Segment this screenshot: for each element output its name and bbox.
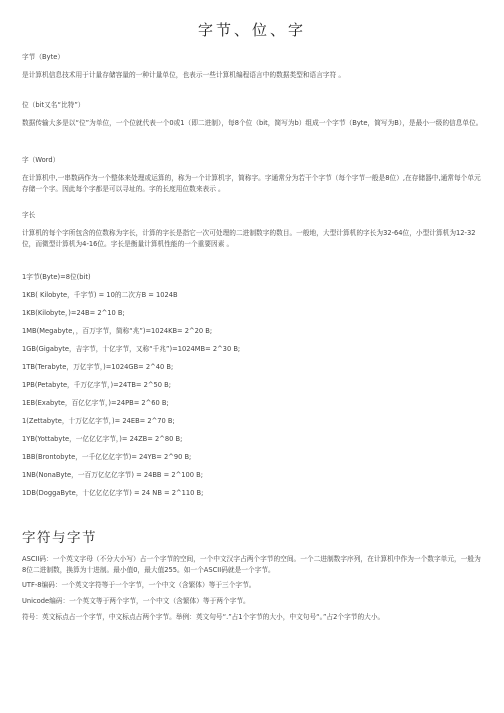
unit-line: 1KB( Kilobyte，千字节) = 10的二次方B = 1024B — [22, 291, 178, 299]
page-title: 字节、位、字 — [197, 21, 306, 39]
unit-line: 1KB(Kilobyte，)=24B= 2^10 B; — [22, 309, 125, 317]
bit-text: 数据传输大多是以“位”为单位，一个位就代表一个0或1（即二进制），每8个位（bit，简写为b）组成一个字节（Byte，简写为B），是最小一级的信息单位。 — [22, 119, 483, 127]
unit-line: 1MB(Megabyte，，百万字节，简称“兆”)=1024KB= 2^20 B; — [22, 327, 213, 335]
unit-line: 1字节(Byte)=8位(bit) — [22, 273, 91, 281]
bit-heading: 位（bit又名“比特”） — [22, 101, 85, 109]
word-text: 在计算机中,一串数码作为一个整体来处理或运算的，称为一个计算机字，简称字。字通常分为若干个字节（每个字节一般是8位）,在存储器中,通常每个单元存储一个字。因此每个字都是可以寻址的。字的长度用位数来表示 。 — [22, 174, 481, 193]
byte-heading: 字节（Byte） — [22, 53, 65, 61]
section-title: 字符与字节 — [22, 530, 97, 546]
unit-line: 1YB(Yottabyte，一亿亿亿字节，)= 24ZB= 2^80 B; — [22, 435, 183, 443]
symbol-text: 符号：英文标点占一个字节，中文标点占两个字节。举例：英文句号“.”占1个字节的大小，中文句号“。”占2个字节的大小。 — [22, 613, 385, 621]
ascii-text: ASCII码：一个英文字母（不分大小写）占一个字节的空间，一个中文汉字占两个字节的空间。一个二进制数字序列，在计算机中作为一个数字单元，一般为8位二进制数，换算为十进制。最小值0，最大值255。如一个ASCII码就是一个字节。 — [22, 555, 481, 574]
unit-line: 1TB(Terabyte，万亿字节，)=1024GB= 2^40 B; — [22, 363, 174, 371]
wordlen-heading: 字长 — [22, 211, 36, 219]
unit-line: 1BB(Brontobyte，一千亿亿亿字节)= 24YB= 2^90 B; — [22, 453, 192, 461]
unit-line: 1GB(Gigabyte，吉字节，十亿字节，又称“千兆”)=1024MB= 2^30 B; — [22, 345, 241, 353]
unicode-text: Unicode编码：一个英文等于两个字节，一个中文（含繁体）等于两个字节。 — [22, 597, 250, 605]
unit-line: 1PB(Petabyte，千万亿字节，)=24TB= 2^50 B; — [22, 381, 171, 389]
word-heading: 字（Word） — [22, 156, 60, 164]
unit-line: 1NB(NonaByte，一百万亿亿亿字节) = 24BB = 2^100 B; — [22, 471, 203, 479]
unit-line: 1EB(Exabyte，百亿亿字节，)=24PB= 2^60 B; — [22, 399, 169, 407]
utf8-text: UTF-8编码：一个英文字符等于一个字节，一个中文（含繁体）等于三个字节。 — [22, 581, 256, 589]
unit-line: 1(Zettabyte，十万亿亿字节，)= 24EB= 2^70 B; — [22, 417, 175, 425]
wordlen-text: 计算机的每个字所包含的位数称为字长，计算的字长是指它一次可处理的二进制数字的数目。一般地，大型计算机的字长为32-64位，小型计算机为12-32位，而微型计算机为4-16位。字长是衡量计算机性能的一个重要因素 。 — [22, 229, 476, 248]
unit-line: 1DB(DoggaByte，十亿亿亿亿字节) = 24 NB = 2^110 B; — [22, 489, 204, 497]
byte-text: 是计算机信息技术用于计量存储容量的一种计量单位，也表示一些计算机编程语言中的数据类型和语言字符 。 — [22, 71, 346, 79]
